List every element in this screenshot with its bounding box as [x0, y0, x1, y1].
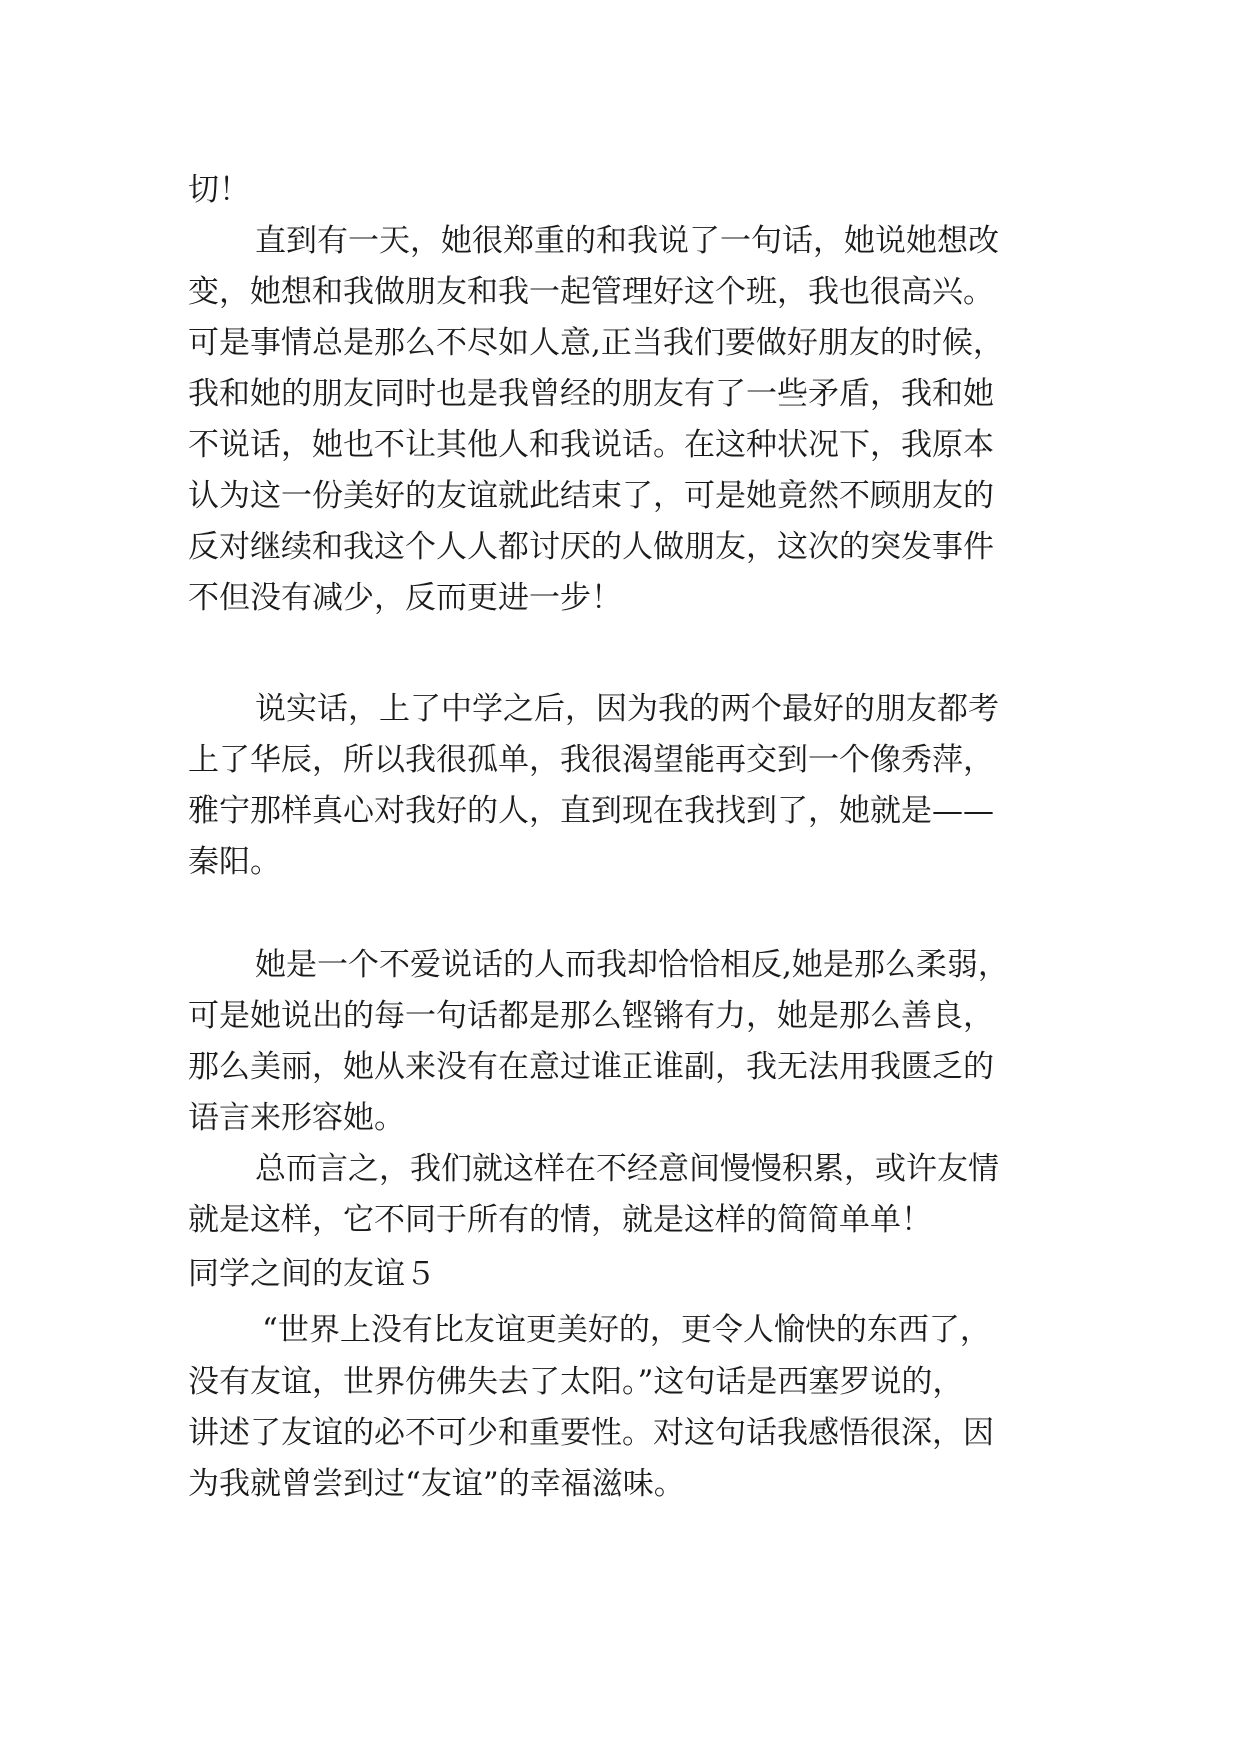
text-line: 没有友谊，世界仿佛失去了太阳。”这句话是西塞罗说的， [188, 1364, 964, 1400]
text-line: 为我就曾尝到过“友谊”的幸福滋味。 [188, 1466, 685, 1502]
text-line: 不说话，她也不让其他人和我说话。在这种状况下，我原本 [188, 427, 994, 463]
text-line: 直到有一天，她很郑重的和我说了一句话，她说她想改 [255, 223, 999, 259]
text-line: 她是一个不爱说话的人而我却恰恰相反,她是那么柔弱， [255, 947, 1009, 983]
text-line: 说实话，上了中学之后，因为我的两个最好的朋友都考 [255, 691, 999, 727]
text-line: “世界上没有比友谊更美好的，更令人愉快的东西了， [262, 1312, 991, 1348]
text-line: 上了华辰，所以我很孤单，我很渴望能再交到一个像秀萍， [188, 742, 994, 778]
text-line: 变，她想和我做朋友和我一起管理好这个班，我也很高兴。 [188, 274, 994, 310]
text-line: 就是这样，它不同于所有的情，就是这样的简简单单！ [188, 1202, 932, 1238]
text-line: 秦阳。 [188, 844, 281, 880]
text-line: 雅宁那样真心对我好的人，直到现在我找到了，她就是—— [188, 793, 994, 829]
text-line: 切！ [188, 172, 250, 208]
text-line: 语言来形容她。 [188, 1100, 405, 1136]
text-line: 可是事情总是那么不尽如人意,正当我们要做好朋友的时候， [188, 325, 1004, 361]
text-line: 认为这一份美好的友谊就此结束了，可是她竟然不顾朋友的 [188, 478, 994, 514]
text-line: 我和她的朋友同时也是我曾经的朋友有了一些矛盾，我和她 [188, 376, 994, 412]
text-line: 那么美丽，她从来没有在意过谁正谁副，我无法用我匮乏的 [188, 1049, 994, 1085]
text-line: 总而言之，我们就这样在不经意间慢慢积累，或许友情 [255, 1151, 999, 1187]
text-line: 不但没有减少，反而更进一步！ [188, 580, 622, 616]
section-heading: 同学之间的友谊５ [188, 1256, 436, 1292]
text-line: 可是她说出的每一句话都是那么铿锵有力，她是那么善良， [188, 998, 994, 1034]
text-line: 讲述了友谊的必不可少和重要性。对这句话我感悟很深，因 [188, 1415, 994, 1451]
text-line: 反对继续和我这个人人都讨厌的人做朋友，这次的突发事件 [188, 529, 994, 565]
